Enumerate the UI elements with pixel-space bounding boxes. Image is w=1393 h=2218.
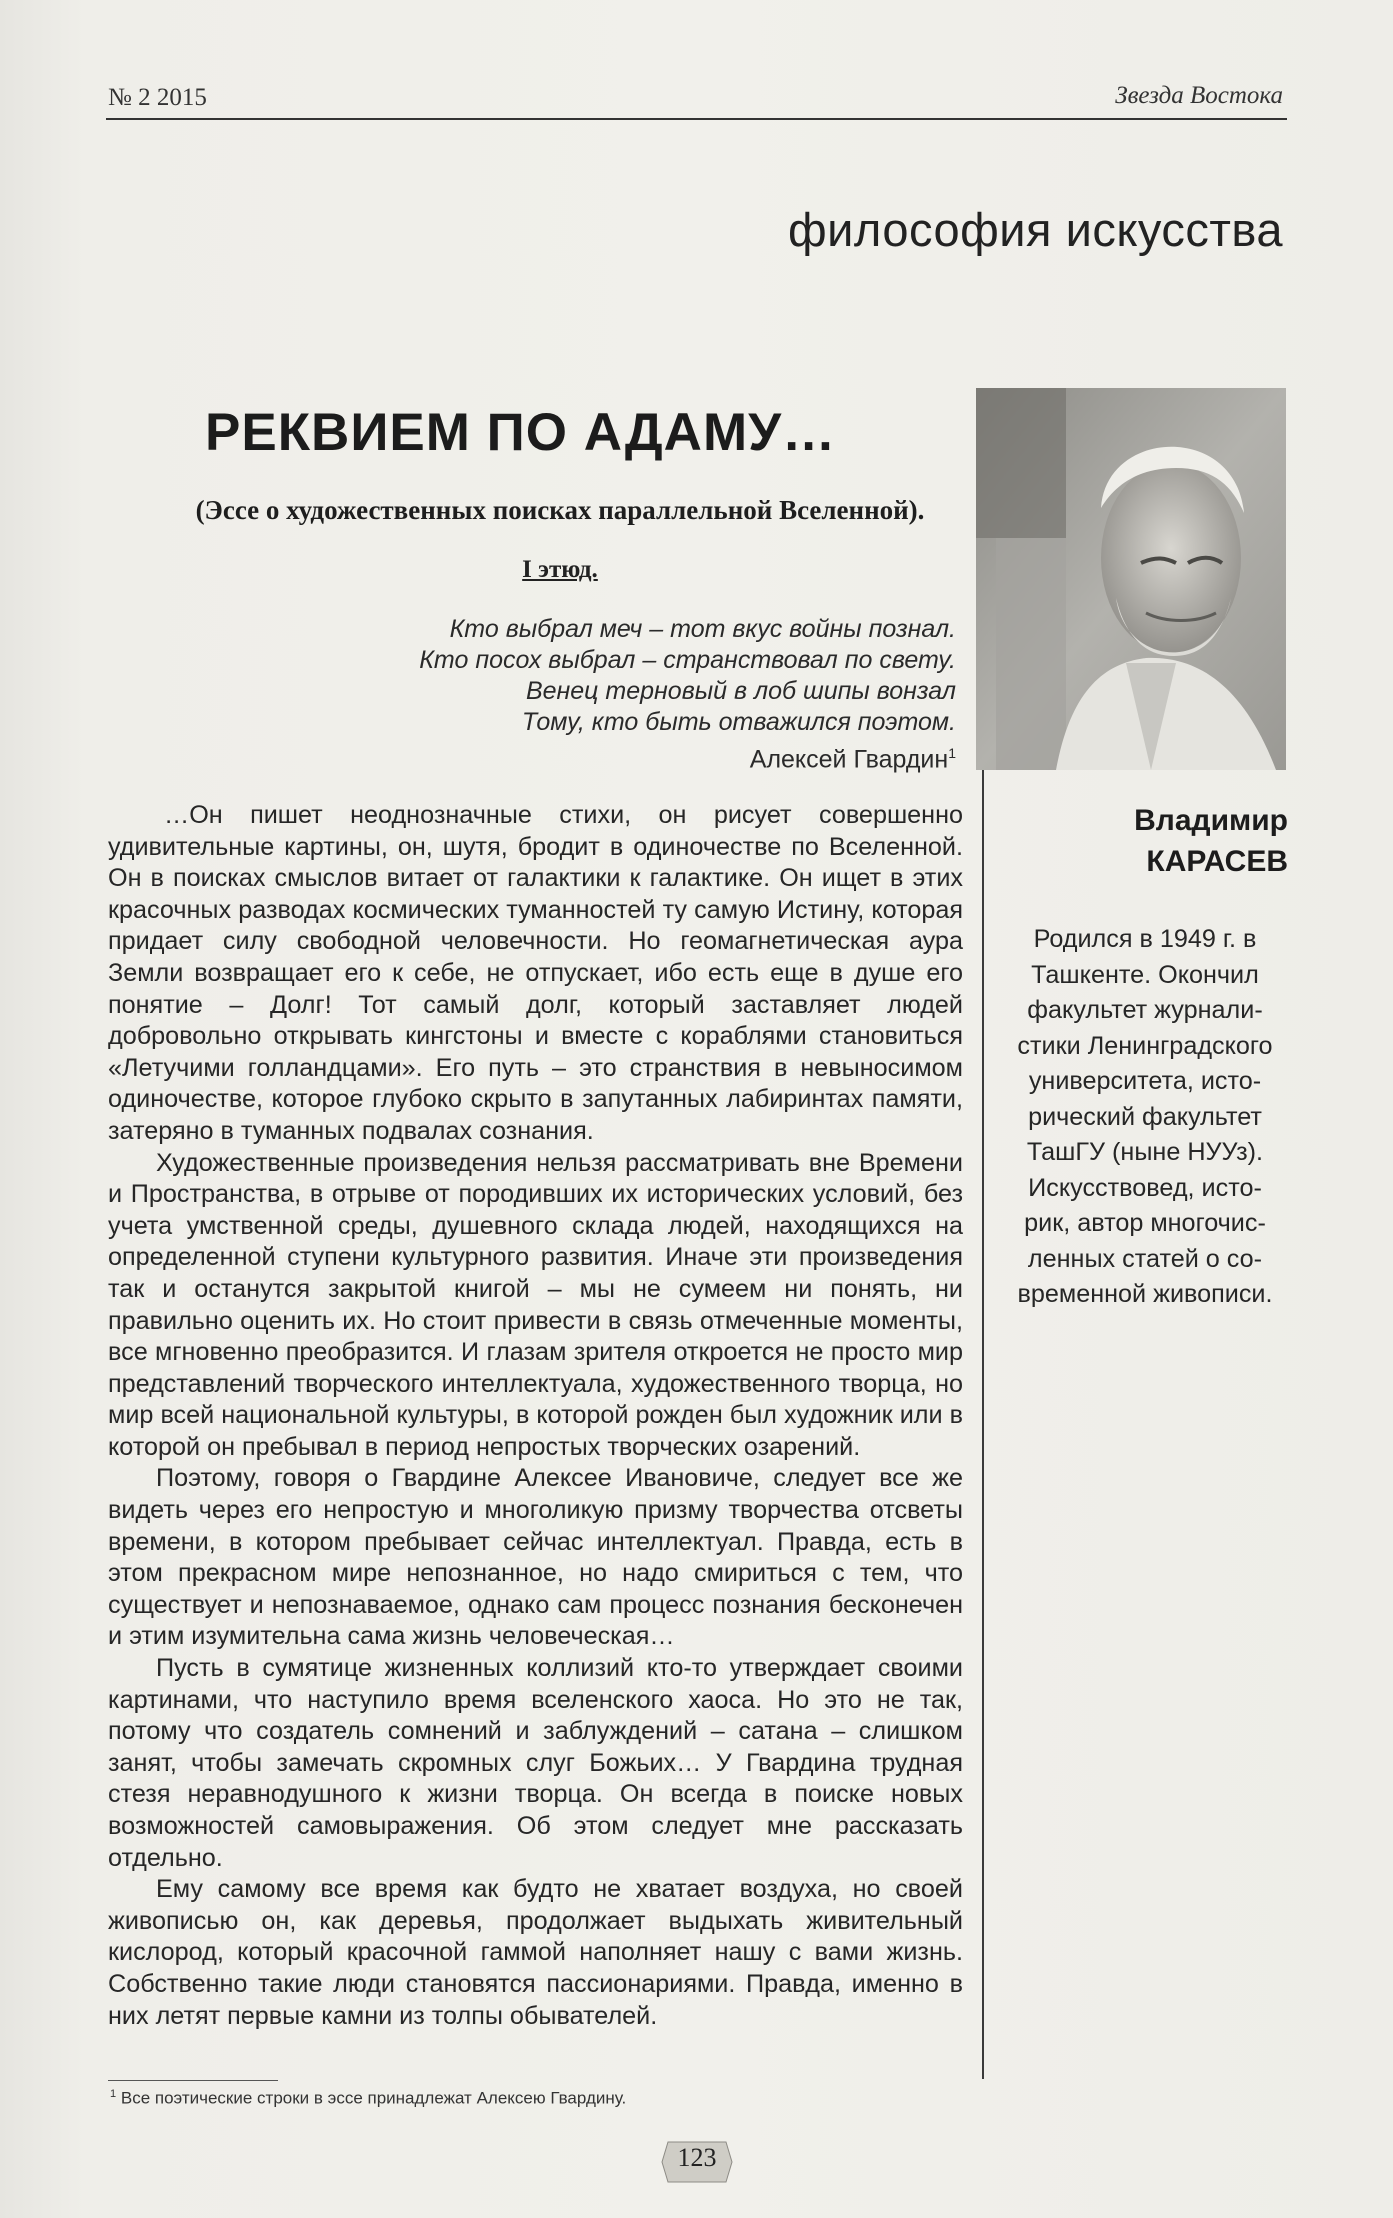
epigraph-author-name: Алексей Гвардин [749,745,949,774]
bio-line: стики Ленинградского [1017,1031,1273,1060]
bio-line: временной живописи. [1017,1280,1273,1308]
author-bio [995,922,1295,1313]
page-number: 123 [677,2143,717,2172]
epigraph-author [300,738,956,775]
article-title: РЕКВИЕМ ПО АДАМУ… [205,403,837,462]
epigraph-line: Кто выбрал меч – тот вкус войны познал. [449,615,956,643]
footnote-text: Все поэтические строки в эссе принадлежат Алексею Гвардину. [120,2088,627,2108]
paragraph: …Он пишет неоднозначные стихи, он рисует совершенно удивительные картины, он, шутя, бродит в одиночестве по Вселенной. Он в поисках смыслов витает от галактики к галактике. Он ищет в этих красочных разводах космических туманностей ту самую Истину, которая придает силу свободной человечности. Но геомагнетическая аура Земли возвращает его к себе, не отпускает, ибо есть еще в душе его понятие – Долг! Тот самый долг, который заставляет людей добровольно открывать кингстоны и вместе с кораблями становиться «Летучими голландцами». Его путь – это странствия в невыносимом одиночестве, которое глубоко скрыто в запутанных лабиринтах памяти, затеряно в туманных подвалах сознания. [108,801,963,1145]
footnote [110,2088,626,2109]
issue-number: № 2 2015 [108,84,207,111]
author-first-name: Владимир [1134,804,1288,837]
bio-line: ленных статей о со- [1027,1244,1263,1273]
epigraph-line: Тому, кто быть отважился поэтом. [521,708,956,736]
epigraph [300,614,956,775]
bio-line: ТашГУ (ныне НУУз). [1026,1138,1264,1166]
paragraph: Поэтому, говоря о Гвардине Алексее Ивановиче, следует все же видеть через его непростую и многоликую призму творчества отсветы времени, в котором пребывает сейчас интеллектуал. Правда, есть в этом прекрасном мире непознанное, но надо смириться с тем, что существует и непознаваемое, однако сам процесс познания бесконечен и этим изумительна сама жизнь человеческая… [108,1464,963,1651]
author-photo [976,388,1286,770]
epigraph-line: Венец терновый в лоб шипы вонзал [525,677,956,705]
bio-line: Родился в 1949 г. в [1033,925,1257,953]
epigraph-line: Кто посох выбрал – странствовал по свету. [419,646,956,674]
author-last-name: КАРАСЕВ [1146,845,1288,878]
paragraph: Пусть в сумятице жизненных коллизий кто-то утверждает своими картинами, что наступило время вселенского хаоса. Но это не так, потому что создатель сомнений и заблуждений – сатана – слишком занят, чтобы замечать скромных слуг Божьих… У Гвардина трудная стезя неравнодушного к жизни творца. Он всегда в поиске новых возможностей самовыражения. Об этом следует мне рассказать отдельно. [108,1654,963,1872]
journal-name: Звезда Востока [1115,82,1283,109]
article-subtitle: (Эссе о художественных поисках параллельной Вселенной). [195,495,925,525]
author-name [1010,800,1288,882]
footnote-mark: 1 [110,2088,117,2100]
etude-heading: I этюд. [522,556,598,583]
footnote-mark: 1 [948,745,956,761]
bio-line: университета, исто- [1028,1067,1262,1095]
article-body [108,800,963,2032]
section-title: философия искусства [787,203,1283,256]
paragraph: Ему самому все время как будто не хватает воздуха, но своей живописью он, как деревья, продолжает выдыхать живительный кислород, который красочной гаммой наполняет нашу с вами жизнь. Собственно такие люди становятся пассионариями. Правда, именно в них летят первые камни из толпы обывателей. [108,1875,963,2030]
paragraph: Художественные произведения нельзя рассматривать вне Времени и Пространства, в отрыве от породивших их исторических условий, без учета умственной среды, душевного склада людей, находящихся на определенной ступени культурного развития. Иначе эти произведения так и останутся закрытой книгой – мы не сумеем ни понять, ни правильно оценить их. Но стоит привести в связь отмеченные моменты, все мгновенно преобразится. И глазам зрителя откроется не просто мир представлений творческого интеллектуала, художественного творца, но мир всей национальной культуры, в которой рожден был художник или в которой он пребывал в период непростых творческих озарений. [108,1148,963,1461]
bio-line: Ташкенте. Окончил [1031,960,1259,989]
header-divider [106,118,1287,120]
author-portrait-image [976,388,1286,770]
bio-line: Искусствовед, исто- [1028,1173,1262,1202]
bio-line: рик, автор многочис- [1024,1209,1266,1237]
bio-line: факультет журнали- [1027,996,1263,1024]
footnote-divider [108,2080,278,2081]
bio-line: рический факультет [1028,1102,1262,1131]
